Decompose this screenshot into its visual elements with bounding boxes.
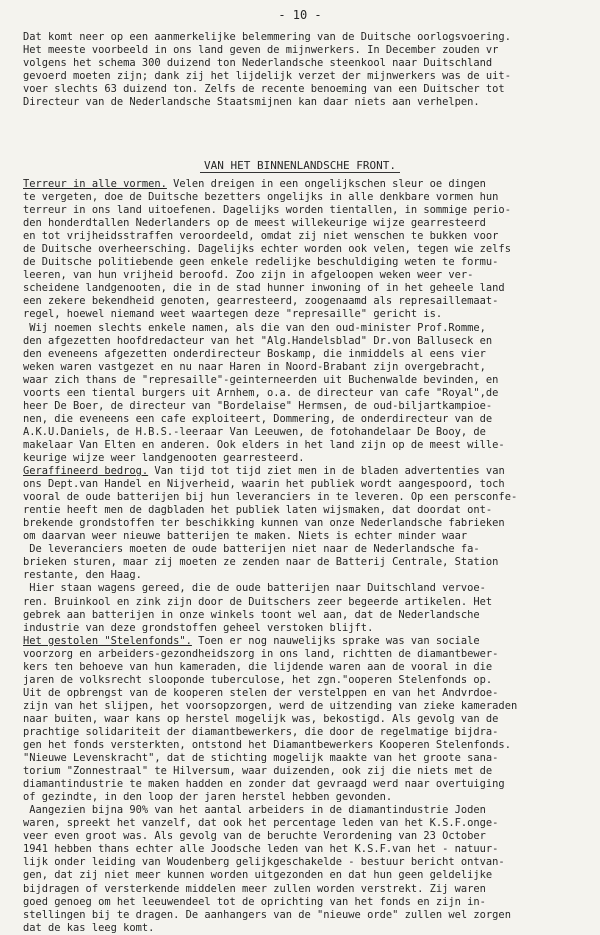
line-text: Toen er nog nauwelijks sprake was van sociale (191, 634, 480, 647)
line-text: den eveneens afgezetten onderdirecteur Boskamp, die inmiddels al eens vier (23, 347, 486, 360)
line-text: ren. Bruinkool en zink zijn door de Duitschers zeer begeerde artikelen. Het (23, 595, 493, 608)
line-text: een zekere bekendheid genoten, gearresteerd, zoogenaamd als represaillemaat- (23, 295, 499, 308)
line-text: en tot vrijheidsstraffen veroordeeld, omdat zij niet wenschen te bukken voor (23, 230, 499, 243)
text-line (23, 439, 589, 452)
line-text: terreur in ons land uitoefenen. Dagelijks worden tientallen, in sommige perio- (23, 204, 511, 217)
line-text: 1941 hebben thans echter alle Joodsche leden van het K.S.F.van het - natuur- (23, 843, 499, 856)
text-line (23, 243, 589, 256)
line-text: lijk onder leiding van Woudenberg gelijkgeschakelde - bestuur bericht ontvan- (23, 856, 505, 869)
line-text: waren, spreekt het vanzelf, dat ook het percentage leden van het K.S.F.onge- (23, 817, 499, 830)
line-text: brieken sturen, maar zij moeten ze zenden naar de Batterij Centrale, Station (23, 556, 499, 569)
text-line (23, 517, 589, 530)
text-line (23, 869, 589, 882)
paragraph-heading: Geraffineerd bedrog. (23, 465, 149, 478)
text-line (23, 256, 589, 269)
text-line (23, 596, 589, 609)
line-text: om daarvan weer nieuwe batterijen te maken. Niets is echter minder waar (23, 530, 468, 543)
text-line (23, 191, 589, 204)
text-line (23, 648, 589, 661)
text-line (23, 896, 589, 909)
text-line: Het meeste voorbeeld in ons land geven de mijnwerkers. In December zouden vr (23, 44, 499, 57)
line-text: den honderdtallen Nederlanders op de meest willekeurige wijze gearresteerd (23, 217, 486, 230)
text-line (23, 674, 589, 687)
line-text: waar zich thans de "represaille"-geinterneerden uit Buchenwalde bevinden, en (23, 373, 499, 386)
text-line (23, 204, 589, 217)
line-text: voorzorg en arbeiders-gezondheidszorg in ons land, richtten de diamantbewer- (23, 647, 499, 660)
line-text: scheidene landgenooten, die in de stad hunner inwoning of in het geheele land (23, 282, 505, 295)
line-text: Velen dreigen in een ongelijkschen sleur oe dingen (166, 178, 486, 190)
text-line (23, 413, 589, 426)
text-line (23, 713, 589, 726)
text-line (23, 387, 589, 400)
page-number: - 10 - (278, 8, 322, 22)
text-line (23, 348, 589, 361)
line-text: Uit de opbrengst van de kooperen stelen der verstelppen en van het Andvrdoe- (23, 686, 499, 699)
line-text: brekende grondstoffen ter beschikking kunnen van onze Nederlandsche fabrieken (23, 517, 505, 530)
text-line (23, 374, 589, 387)
text-line (23, 922, 589, 935)
text-line (23, 609, 589, 622)
line-text: voorts een tiental burgers uit Arnhem, o.a. de directeur van cafe "Royal",de (23, 386, 499, 399)
line-text: of gezindte, in den loop der jaren herstel hebben gevonden. (23, 791, 393, 804)
line-text: den afgezetten hoofdredacteur van het "Alg.Handelsblad" Dr.von Balluseck en (23, 334, 493, 347)
line-text: regel, hoewel niemand weet waartegen deze "represaille" gericht is. (23, 308, 443, 321)
text-line (23, 400, 589, 413)
line-text: zijn van het slijpen, het voorsopzorgen, werd de uitzending van zieke kameraden (23, 699, 518, 712)
text-line (23, 491, 589, 504)
text-line (23, 361, 589, 374)
text-line (23, 622, 589, 635)
text-line (23, 700, 589, 713)
text-line (23, 739, 589, 752)
text-line (23, 426, 589, 439)
line-text: industrie van deze grondstoffen geheel verstoken blijft. (23, 621, 374, 634)
text-line (23, 335, 589, 348)
line-text: vooral de oude batterijen bij hun leveranciers in te leveren. Op een persconfe- (23, 491, 518, 504)
text-line (23, 322, 589, 335)
line-text: restante, den Haag. (23, 569, 142, 582)
line-text: Hier staan wagens gereed, die de oude batterijen naar Duitschland vervoe- (23, 582, 486, 595)
text-line (23, 687, 589, 700)
line-text: leeren, van hun vrijheid beroofd. Zoo zijn in afgeloopen weken weer ver- (23, 269, 474, 282)
section-body (23, 178, 589, 935)
section-title: VAN HET BINNENLANDSCHE FRONT. (200, 159, 400, 173)
line-text: nen, die eveneens een cafe exploiteert, Dommering, de onderdirecteur van de (23, 412, 493, 425)
text-line (23, 804, 589, 817)
line-text: gen het fonds versterkten, ontstond het Diamantbewerkers Kooperen Stelenfonds. (23, 739, 511, 752)
line-text: jaren de volksrecht slooponde tuberculose, het zgn."ooperen Stelenfonds op. (23, 673, 493, 686)
text-line (23, 726, 589, 739)
text-line (23, 452, 589, 465)
line-text: A.K.U.Daniels, de H.B.S.-leeraar Van Leeuwen, de fotohandelaar De Booy, de (23, 425, 486, 438)
text-line (23, 308, 589, 321)
paragraph-heading-line (23, 465, 589, 478)
text-line: voer slechts 63 duizend ton. Zelfs de recente benoeming van een Duitscher tot (23, 83, 505, 96)
text-line (23, 230, 589, 243)
text-line (23, 582, 589, 595)
line-text: Van tijd tot tijd ziet men in de bladen advertenties van (148, 465, 505, 478)
text-line: Dat komt neer op een aanmerkelijke belemmering van de Duitsche oorlogsvoering. (23, 31, 511, 43)
line-text: prachtige solidariteit der diamantbewerkers, die door de regelmatige bijdra- (23, 725, 499, 738)
intro-paragraph (23, 31, 589, 109)
line-text: keurige wijze weer landgenooten gearresteerd. (23, 451, 305, 464)
line-text: gebrek aan batterijen in onze winkels toont wel aan, dat de Nederlandsche (23, 608, 480, 621)
paragraph-heading-line (23, 178, 589, 191)
line-text: te vergeten, doe de Duitsche bezetters ongelijks in alle denkbare vormen hun (23, 191, 499, 204)
text-line (23, 217, 589, 230)
line-text: ons Dept.van Handel en Nijverheid, waarin het publiek wordt aangespoord, toch (23, 478, 505, 491)
line-text: "Nieuwe Levenskracht", dat de stichting mogelijk maakte van het groote sana- (23, 752, 499, 765)
text-line: Directeur van de Nederlandsche Staatsmijnen kan daar niets aan verhelpen. (23, 96, 480, 109)
text-line (23, 883, 589, 896)
line-text: naar buiten, waar kans op herstel mogelijk was, bekostigd. Als gevolg van de (23, 712, 499, 725)
line-text: makelaar Van Elten en anderen. Ook elders in het land zijn op de meest wille- (23, 438, 505, 451)
line-text: heer De Boer, de directeur van "Bordelaise" Hermsen, de oud-biljartkampioe- (23, 399, 493, 412)
line-text: bijdragen of versterkende middelen meer zullen worden verstrekt. Zij waren (23, 882, 486, 895)
line-text: de Duitsche politiebende geen enkele redelijke beschuldiging weten te formu- (23, 256, 499, 269)
section-title-wrap (0, 159, 600, 172)
paragraph-heading: Het gestolen "Stelenfonds". (23, 634, 192, 647)
text-line (23, 778, 589, 791)
text-line (23, 478, 589, 491)
line-text: gen, dat zij niet meer kunnen worden uitgezonden en dat hun geen geldelijke (23, 869, 493, 882)
text-line (23, 791, 589, 804)
line-text: stellingen bij te dragen. De aanhangers van de "nieuwe orde" zullen wel zorgen (23, 908, 511, 921)
line-text: dat de kas leeg komt. (23, 921, 155, 934)
line-text: torium "Zonnestraal" te Hilversum, waar duizenden, ook zij die niets met de (23, 765, 493, 778)
line-text: Wij noemen slechts enkele namen, als die van den oud-minister Prof.Romme, (23, 321, 486, 334)
line-text: De leveranciers moeten de oude batterijen niet naar de Nederlandsche fa- (23, 543, 480, 556)
line-text: diamantindustrie te maken hadden en zonder dat gevraagd werd naar overtuiging (23, 778, 505, 791)
text-line (23, 765, 589, 778)
paragraph-heading: Terreur in alle vormen. (23, 178, 167, 190)
text-line: gevoerd moeten zijn; dank zij het lijdelijk verzet der mijnwerkers was de uit- (23, 70, 511, 83)
text-line (23, 752, 589, 765)
line-text: Aangezien bijna 90% van het aantal arbeiders in de diamantindustrie Joden (23, 804, 486, 817)
line-text: weken waren vastgezet en nu naar Haren in Noord-Brabant zijn overgebracht, (23, 360, 486, 373)
line-text: goed genoeg om het leeuwendeel tot de oprichting van het fonds en zijn in- (23, 895, 486, 908)
text-line (23, 817, 589, 830)
text-line: volgens het schema 300 duizend ton Nederlandsche steenkool naar Duitschland (23, 57, 493, 70)
text-line (23, 661, 589, 674)
text-line (23, 830, 589, 843)
text-line (23, 843, 589, 856)
text-line (23, 504, 589, 517)
text-line (23, 269, 589, 282)
line-text: veer even groot was. Als gevolg van de beruchte Verordening van 23 October (23, 830, 486, 843)
text-line (23, 556, 589, 569)
text-line (23, 295, 589, 308)
text-line (23, 543, 589, 556)
text-line (23, 569, 589, 582)
line-text: de Duitsche overheersching. Dagelijks echter worden ook velen, tegen wie zelfs (23, 243, 511, 256)
line-text: kers ten behoeve van hun kameraden, die lijdende waren aan de vooral in die (23, 660, 493, 673)
text-line (23, 856, 589, 869)
paragraph-heading-line (23, 635, 589, 648)
text-line (23, 909, 589, 922)
text-line (23, 530, 589, 543)
line-text: rentie heeft men de dagbladen het publiek laten wijsmaken, dat doordat ont- (23, 504, 493, 517)
text-line (23, 282, 589, 295)
